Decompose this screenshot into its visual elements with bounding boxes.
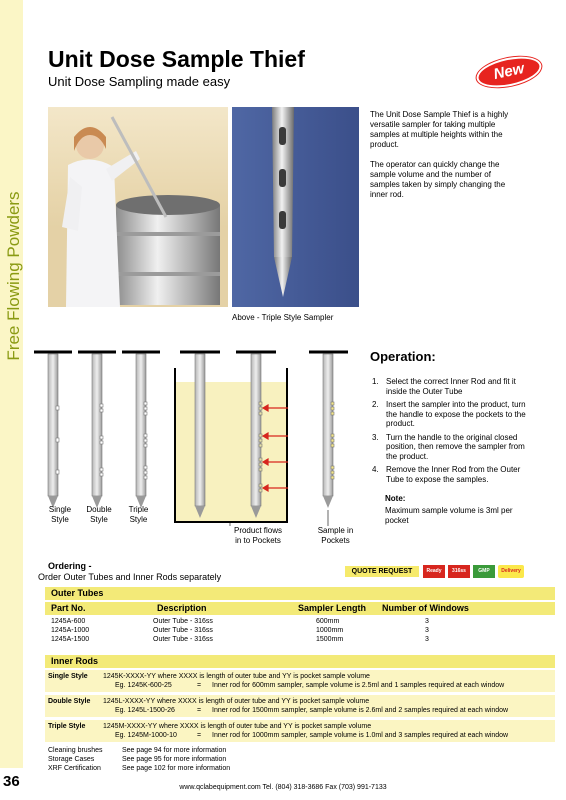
cell-windows: 3	[425, 618, 429, 625]
sampler-photo	[232, 107, 359, 307]
operation-title: Operation:	[370, 349, 436, 364]
operator-photo	[48, 107, 228, 307]
col-part-no: Part No.	[51, 603, 86, 613]
table-row	[45, 627, 555, 636]
ordering-title: Ordering -	[48, 561, 92, 571]
misc-label: Storage Cases	[48, 756, 95, 763]
description	[370, 110, 520, 210]
inner-rod-triple	[45, 720, 555, 742]
operation-step: 1. Select the correct Inner Rod and fit it inside the Outer Tube	[372, 377, 516, 396]
table-row	[45, 618, 555, 627]
photo-caption: Above - Triple Style Sampler	[232, 313, 334, 322]
rod-example: Eg. 1245M-1000-10	[115, 732, 177, 739]
misc-row	[48, 747, 227, 754]
footer-contact: www.qclabequipment.com Tel. (804) 318-3686 Fax (703) 991-7133	[179, 784, 387, 791]
quote-request-button[interactable]: QUOTE REQUEST	[345, 566, 419, 577]
page-title: Unit Dose Sample Thief	[48, 46, 305, 72]
rod-example: Eg. 1245K-600-25	[115, 682, 172, 689]
cell-desc: Outer Tube - 316ss	[153, 618, 213, 625]
operation-step: 4. Remove the Inner Rod from the Outer Tube to expose the samples.	[372, 465, 521, 484]
page-number: 36	[3, 773, 20, 790]
cell-part: 1245A-600	[51, 618, 86, 625]
side-tab	[0, 0, 23, 800]
section-label: Free Flowing Powders	[4, 191, 23, 361]
inner-rod-single	[45, 670, 555, 692]
cell-part: 1245A-1500	[51, 636, 90, 643]
cell-length: 1500mm	[316, 636, 344, 643]
double-style-label: Double Style	[86, 505, 112, 524]
cell-part: 1245A-1000	[51, 627, 90, 634]
note-title: Note:	[385, 494, 406, 503]
description-paragraph: The operator can quickly change the sample volume and the number of samples taken by simply changing the inner rod.	[370, 160, 506, 199]
single-style-label: Single Style	[48, 505, 72, 524]
outer-tubes-title: Outer Tubes	[51, 588, 104, 598]
table-row	[45, 636, 555, 645]
inner-rods-title-bar	[45, 655, 555, 668]
outer-tubes-header	[45, 602, 555, 615]
rod-desc: Inner rod for 1000mm sampler, sample volume is 1.0ml and 3 samples required at each window	[212, 732, 509, 739]
operation-step: 2. Insert the sampler into the product, turn the handle to expose the pockets to the product.	[372, 400, 526, 428]
inner-rod-double	[45, 695, 555, 717]
cell-desc: Outer Tube - 316ss	[153, 627, 213, 634]
triple-style-label: Triple Style	[128, 505, 149, 524]
col-windows: Number of Windows	[382, 603, 469, 613]
outer-tubes-title-bar	[45, 587, 555, 600]
misc-text: See page 95 for more information	[122, 756, 227, 763]
new-badge: New	[476, 54, 542, 90]
stainless-icon: 316ss	[448, 565, 470, 578]
rod-desc: Inner rod for 1500mm sampler, sample volume is 2.6ml and 2 samples required at each window	[212, 707, 509, 714]
rod-equals: =	[197, 682, 202, 689]
rod-desc: Inner rod for 600mm sampler, sample volume is 2.5ml and 1 samples required at each window	[212, 682, 505, 689]
misc-label: Cleaning brushes	[48, 747, 103, 754]
operation-steps	[372, 377, 532, 488]
ordering-subtitle: Order Outer Tubes and Inner Rods separately	[38, 572, 222, 582]
cell-length: 1000mm	[316, 627, 344, 634]
misc-text: See page 94 for more information	[122, 747, 227, 754]
rod-example: Eg. 1245L-1500-26	[115, 707, 175, 714]
page-subtitle: Unit Dose Sampling made easy	[48, 74, 231, 89]
cell-windows: 3	[425, 627, 429, 634]
misc-label: XRF Certification	[48, 765, 101, 772]
operation-step: 3. Turn the handle to the original closed position, then remove the sampler from the product.	[372, 432, 525, 461]
misc-row	[48, 756, 227, 763]
inner-rods-title: Inner Rods	[51, 656, 99, 666]
rod-code: 1245M-XXXX-YY where XXXX is length of outer tube and YY is pocket sample volume	[103, 723, 372, 730]
col-sampler-length: Sampler Length	[298, 603, 367, 613]
rod-style: Double Style	[48, 698, 91, 705]
sample-pockets-label: Sample in Pockets	[317, 526, 354, 545]
rod-code: 1245L-XXXX-YY where XXXX is length of outer tube and YY is pocket sample volume	[103, 698, 370, 705]
rod-code: 1245K-XXXX-YY where XXXX is length of outer tube and YY is pocket sample volume	[103, 673, 370, 680]
cell-length: 600mm	[316, 618, 340, 625]
gmp-icon: GMP	[473, 565, 495, 578]
note-text: Maximum sample volume is 3ml per pocket	[385, 506, 513, 525]
col-description: Description	[157, 603, 207, 613]
rod-equals: =	[197, 732, 202, 739]
delivery-icon: Delivery	[498, 565, 524, 578]
rod-equals: =	[197, 707, 202, 714]
description-paragraph: The Unit Dose Sample Thief is a highly versatile sampler for taking multiple samples at multiple heights within the product.	[370, 110, 509, 149]
cell-windows: 3	[425, 636, 429, 643]
rod-style: Single Style	[48, 673, 88, 680]
ready-quick-icon: Ready Quick	[423, 565, 445, 578]
rod-style: Triple Style	[48, 723, 86, 730]
misc-text: See page 102 for more information	[122, 765, 231, 772]
product-flow-label: Product flows in to Pockets	[233, 526, 283, 545]
cell-desc: Outer Tube - 316ss	[153, 636, 213, 643]
misc-row	[48, 765, 231, 772]
sampler-diagram	[30, 340, 370, 535]
